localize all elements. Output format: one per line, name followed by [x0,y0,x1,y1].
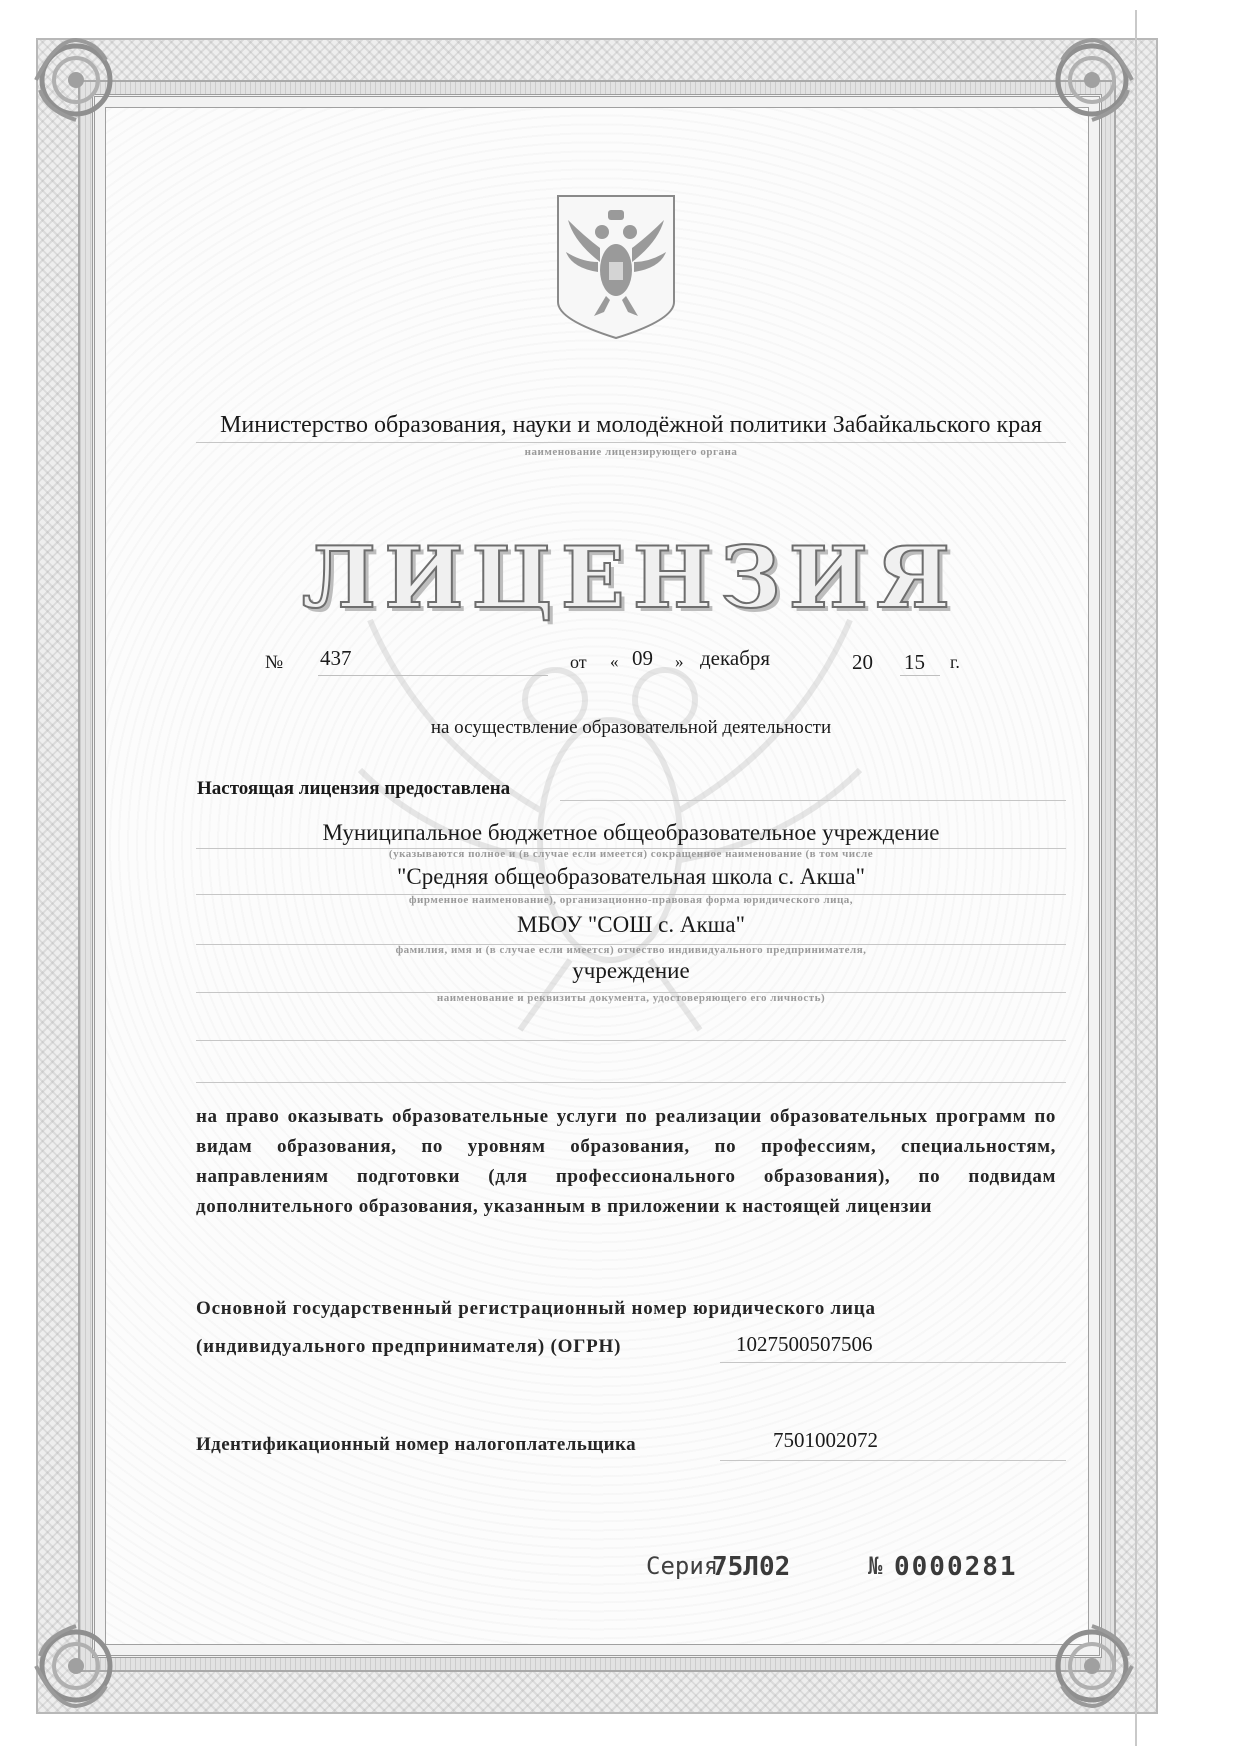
holder-line: МБОУ "СОШ с. Акша" [517,912,745,937]
holder-caption: фирменное наименование), организационно-правовая форма юридического лица, [408,894,854,906]
authority-underline [196,442,1066,443]
authority-name: Министерство образования, науки и молодёжной политики Забайкальского края [220,412,1042,438]
blank-number: 0000281 [894,1552,1018,1582]
activity-type: на осуществление образовательной деятельности [430,717,832,738]
date-year-underline [900,675,940,676]
holder-line: учреждение [572,958,690,983]
inn-label: Идентификационный номер налогоплательщика [196,1434,636,1455]
authority-caption: наименование лицензирующего органа [524,446,738,458]
ogrn-underline [720,1362,1066,1363]
blank-line [196,1040,1066,1041]
date-from-label: от [570,652,587,672]
double-headed-eagle-icon [554,192,678,342]
license-number-label: № [265,652,284,673]
ornament-corner-icon [1022,1596,1142,1716]
ornament-corner-icon [1022,30,1142,150]
ogrn-label-continued: (индивидуального предпринимателя) (ОГРН) [196,1336,622,1357]
holder-caption: наименование и реквизиты документа, удостоверяющего его личность) [436,992,826,1004]
series-value: 75Л02 [712,1552,791,1582]
holder-line: Муниципальное бюджетное общеобразовательное учреждение [322,820,940,845]
ornament-corner-icon [26,30,146,150]
granted-label: Настоящая лицензия предоставлена [197,778,511,799]
date-month: декабря [700,646,771,670]
license-number-underline [318,675,548,676]
holder-caption: (указываются полное и (в случае если имеется) сокращенное наименование (в том числе [388,848,874,860]
inn-underline [720,1460,1066,1461]
blank-line [196,1082,1066,1083]
series-label: Серия [646,1552,719,1580]
ogrn-label: Основной государственный регистрационный номер юридического лица [196,1298,876,1319]
holder-line: "Средняя общеобразовательная школа с. Акша" [397,864,865,889]
holder-caption: фамилия, имя и (в случае если имеется) отчество индивидуального предпринимателя, [395,944,867,956]
document-title: ЛИЦЕНЗИЯ [301,528,959,627]
date-year-label: г. [950,652,960,672]
date-quote-close: » [675,652,684,671]
date-quote-open: « [610,652,619,671]
inn-value: 7501002072 [773,1428,878,1452]
date-day: 09 [632,646,653,670]
ornament-corner-icon [26,1596,146,1716]
ogrn-value: 1027500507506 [736,1332,873,1356]
license-number: 437 [320,646,352,670]
date-year-prefix: 20 [852,650,873,674]
granted-underline [560,800,1066,801]
fold-line [1135,10,1137,1746]
date-year-suffix: 15 [904,650,925,674]
rights-text: на право оказывать образовательные услуги по реализации образовательных программ по видам образования, по уровням образования, по профессиям, специальностям, направлениям подготовки (для профессионального образования), по подвидам дополнительного образования, указанным в приложении к настоящей лицензии [196,1106,1056,1217]
blank-number-label: № [868,1552,883,1580]
